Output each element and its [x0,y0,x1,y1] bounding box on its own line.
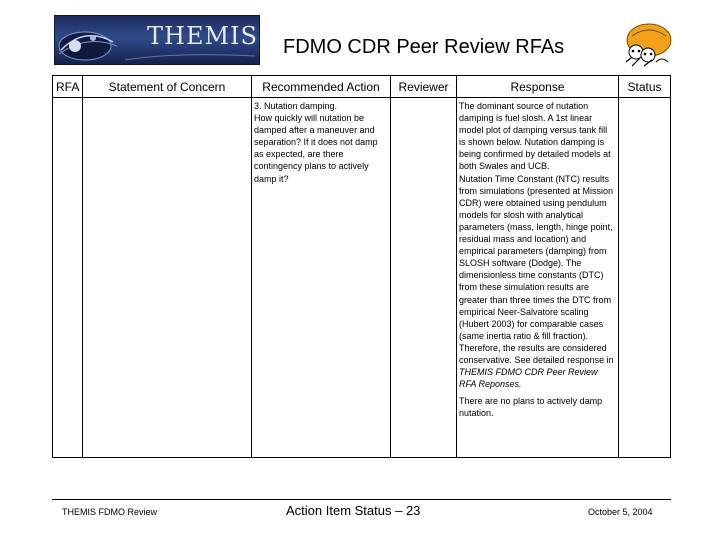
footer-divider [52,499,671,500]
cell-statement-of-concern [83,98,252,458]
cell-status [619,98,671,458]
response-paragraph-2-text: Nutation Time Constant (NTC) results from simulations (presented at Mission CDR) were obtained using pendulum models for slosh with analytical parameters (mass, length, hinge point, residual mass and location) and empirical parameters (damping) from SLOSH software (Dodge). The dimensionless time constants (DTC) from these simulation results are greater than three times the DTC from empirical Neer-Salvatore scaling (Hubert 2003) for comparable cases (same inertia ratio & fill fraction). Therefore, the results are considered conservative. See detailed response in [459,173,614,365]
column-header-response: Response [457,76,619,98]
column-header-status: Status [619,76,671,98]
cell-response [457,98,619,458]
response-paragraph-3: There are no plans to actively damp nutation. [459,396,603,419]
column-header-reviewer: Reviewer [391,76,457,98]
column-header-rfa: RFA [53,76,83,98]
recommended-action-text: How quickly will nutation be damped after a maneuver and separation? If it does not damp as expected, are there contingency plans to actively damp it? [254,113,378,184]
footer-slide-title: Action Item Status – 23 [286,503,421,518]
column-header-statement-of-concern: Statement of Concern [83,76,252,98]
themis-logo [54,15,260,65]
logo-wordmark: THEMIS [147,22,258,50]
response-paragraph-1: The dominant source of nutation damping is fuel slosh. A 1st linear model plot of damping versus tank fill is shown below. Nutation damping is being confirmed by detailed models at both Swales and UCB. [459,101,611,172]
rfa-table [52,75,671,458]
response-reference: THEMIS FDMO CDR Peer Review RFA Reponses. [459,367,598,390]
mission-mascot-logo [622,22,672,68]
page-title: FDMO CDR Peer Review RFAs [283,36,565,58]
footer-date: October 5, 2004 [588,507,653,517]
recommended-action-title: 3. Nutation damping. [254,101,338,111]
response-paragraph-2 [459,173,616,391]
column-header-recommended-action: Recommended Action [252,76,391,98]
cell-rfa [53,98,83,458]
table-header-row [53,76,671,98]
footer-review-name: THEMIS FDMO Review [62,507,158,517]
table-row [53,98,671,458]
cell-reviewer [391,98,457,458]
cell-recommended-action [252,98,391,458]
